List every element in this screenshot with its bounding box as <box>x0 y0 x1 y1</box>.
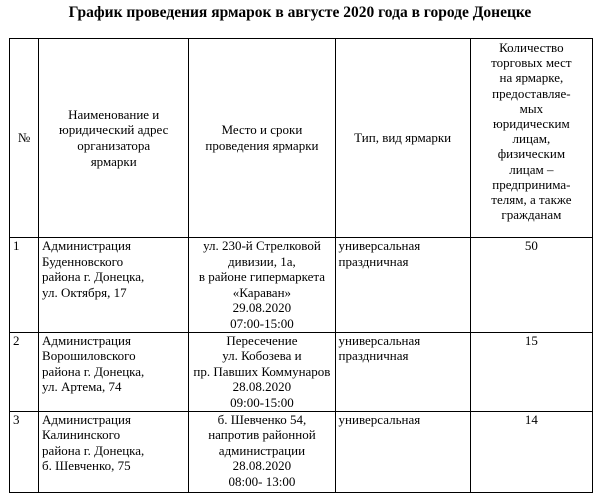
table-header-row <box>10 39 593 238</box>
place-time: 07:00-15:00 <box>230 315 294 331</box>
organizer-line: Администрация <box>42 332 131 348</box>
organizer-line: Администрация <box>42 238 131 253</box>
organizer-line: района г. Донецка, <box>42 363 145 379</box>
place-line: ул. 230-й Стрелковой <box>203 238 321 253</box>
row-organizer <box>39 411 189 492</box>
header-type-line: Тип, вид ярмарки <box>354 130 452 146</box>
place-line: напротив районной <box>208 427 316 443</box>
header-count <box>470 39 592 238</box>
organizer-line: б. Шевченко, 75 <box>42 458 131 474</box>
type-line: праздничная <box>338 348 409 364</box>
header-count-line: торговых мест <box>491 55 572 71</box>
organizer-line: ул. Артема, 74 <box>42 379 122 395</box>
place-date: 28.08.2020 <box>232 379 292 395</box>
place-line: б. Шевченко 54, <box>217 411 307 427</box>
header-place-line: проведения ярмарки <box>205 138 319 153</box>
header-count-line: предоставляе- <box>492 85 571 101</box>
type-line: универсальная <box>338 411 421 427</box>
place-line: ул. Кобозева и <box>222 348 302 364</box>
organizer-line: Ворошиловского <box>42 348 136 364</box>
organizer-line: Калининского <box>42 427 121 443</box>
type-line: универсальная <box>338 332 421 348</box>
table-row <box>10 238 593 333</box>
header-organizer <box>39 39 189 238</box>
header-place-line: Место и сроки <box>221 122 303 138</box>
table-row <box>10 411 593 492</box>
organizer-line: района г. Донецка, <box>42 442 145 458</box>
header-organizer-line: ярмарки <box>90 153 137 169</box>
header-count-line: лицам – <box>509 161 554 177</box>
row-count: 15 <box>470 332 592 411</box>
row-number: 2 <box>10 332 39 411</box>
header-place <box>189 39 335 238</box>
row-place <box>189 238 335 333</box>
header-type <box>335 39 470 238</box>
place-line: в районе гипермаркета <box>198 269 326 285</box>
header-number-text: № <box>17 130 31 146</box>
header-count-line: на ярмарке, <box>499 70 564 86</box>
row-organizer <box>39 238 189 333</box>
row-type <box>335 332 470 411</box>
row-count: 14 <box>470 411 592 492</box>
row-organizer <box>39 332 189 411</box>
place-time: 08:00- 13:00 <box>228 473 296 489</box>
header-count-line: лицам, <box>512 131 551 147</box>
header-count-line: Количество <box>499 40 564 55</box>
header-number <box>10 39 39 238</box>
place-line: дивизии, 1а, <box>228 253 296 269</box>
row-number: 1 <box>10 238 39 333</box>
place-line: пр. Павших Коммунаров <box>193 363 331 379</box>
row-place <box>189 411 335 492</box>
place-date: 28.08.2020 <box>232 458 292 474</box>
row-place <box>189 332 335 411</box>
fair-schedule-table <box>9 38 593 493</box>
header-count-line: телям, а также <box>491 192 572 208</box>
type-line: праздничная <box>338 253 409 269</box>
row-count: 50 <box>470 238 592 333</box>
organizer-line: Администрация <box>42 411 131 427</box>
header-count-line: мых <box>519 100 544 116</box>
page-title: График проведения ярмарок в августе 2020 года в городе Донецке <box>68 4 532 21</box>
organizer-line: Буденновского <box>42 253 124 269</box>
table-row <box>10 332 593 411</box>
header-count-line: юридическим <box>493 116 570 132</box>
header-count-line: предпринима- <box>492 176 571 192</box>
place-line: «Караван» <box>232 284 292 300</box>
row-type <box>335 411 470 492</box>
header-organizer-line: юридический адрес <box>58 122 169 138</box>
header-count-line: физическим <box>497 146 566 162</box>
organizer-line: ул. Октября, 17 <box>42 284 127 300</box>
place-time: 09:00-15:00 <box>230 394 294 410</box>
row-number: 3 <box>10 411 39 492</box>
header-organizer-line: Наименование и <box>68 106 160 122</box>
organizer-line: района г. Донецка, <box>42 269 145 285</box>
type-line: универсальная <box>338 238 421 253</box>
header-count-line: гражданам <box>501 207 562 223</box>
place-date: 29.08.2020 <box>232 300 292 316</box>
row-type <box>335 238 470 333</box>
header-organizer-line: организатора <box>77 138 151 153</box>
place-line: Пересечение <box>226 332 298 348</box>
place-line: администрации <box>218 442 306 458</box>
